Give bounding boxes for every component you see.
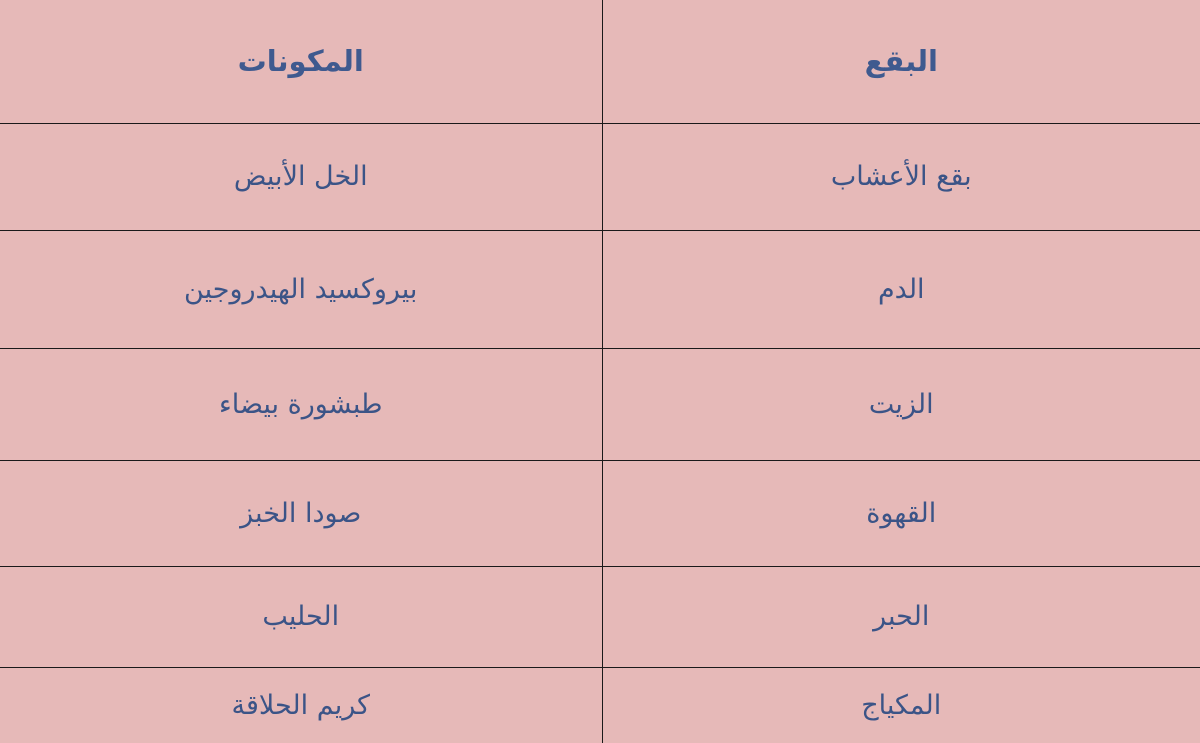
stain-cell: المكياج (602, 667, 1200, 743)
ingredient-cell: الخل الأبيض (0, 123, 602, 230)
stain-cell: القهوة (602, 460, 1200, 566)
ingredient-cell: كريم الحلاقة (0, 667, 602, 743)
table-row (0, 667, 1200, 743)
ingredient-cell: صودا الخبز (0, 460, 602, 566)
stain-cell: الحبر (602, 566, 1200, 667)
table-row (0, 348, 1200, 460)
ingredient-cell: طبشورة بيضاء (0, 348, 602, 460)
stain-cell: بقع الأعشاب (602, 123, 1200, 230)
header-stains: البقع (602, 0, 1200, 123)
table-row (0, 566, 1200, 667)
header-ingredients: المكونات (0, 0, 602, 123)
table-row (0, 230, 1200, 348)
ingredient-cell: بيروكسيد الهيدروجين (0, 230, 602, 348)
table-row (0, 460, 1200, 566)
stain-cell: الزيت (602, 348, 1200, 460)
stain-cell: الدم (602, 230, 1200, 348)
header-row (0, 0, 1200, 123)
table-row (0, 123, 1200, 230)
ingredient-cell: الحليب (0, 566, 602, 667)
